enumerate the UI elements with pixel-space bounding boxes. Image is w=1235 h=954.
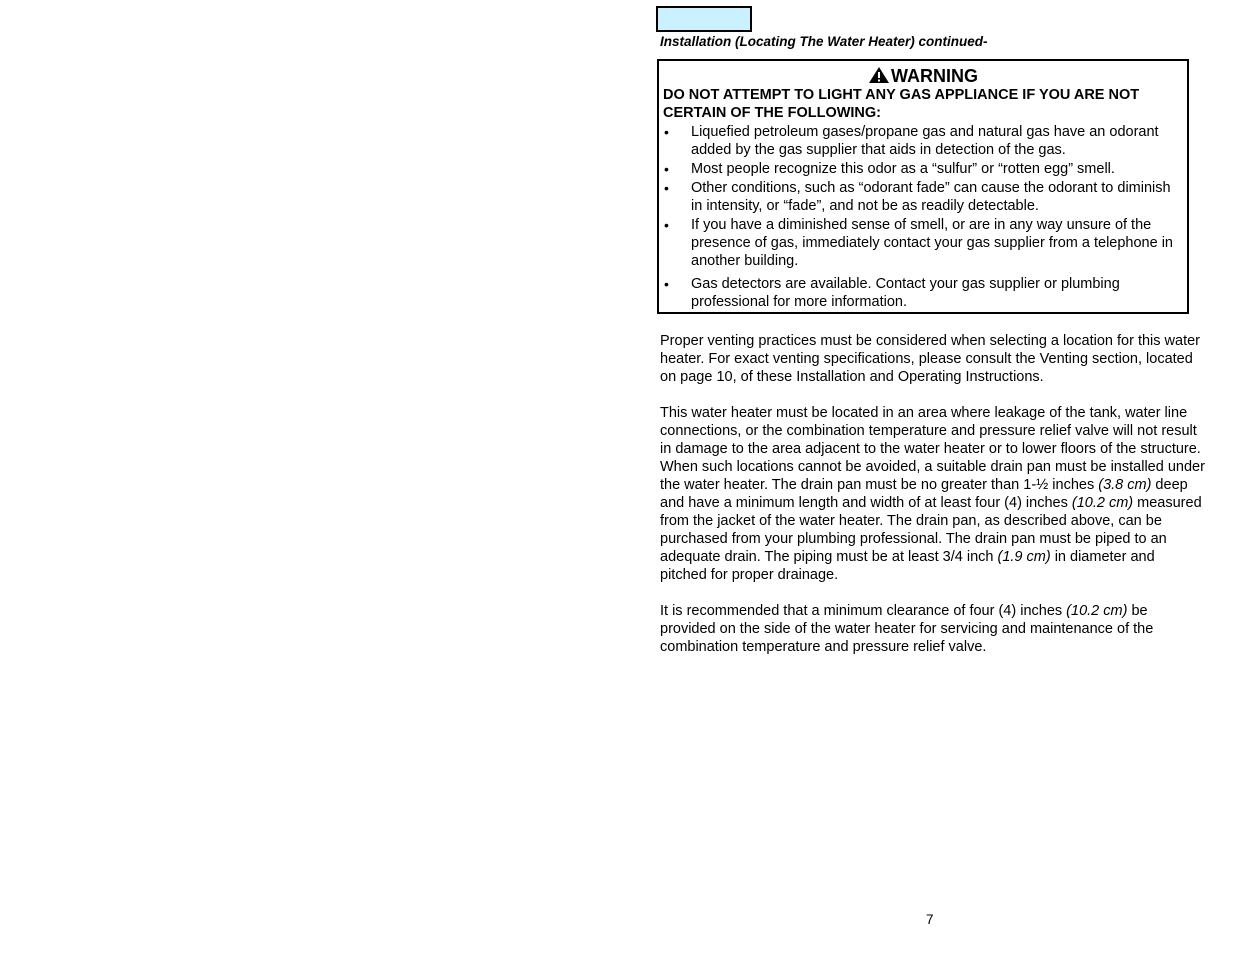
warning-lead: DO NOT ATTEMPT TO LIGHT ANY GAS APPLIANCE IF YOU ARE NOT CERTAIN OF THE FOLLOWING: [663, 87, 1140, 121]
drain-pan-paragraph [660, 404, 1205, 584]
clearance-text-1: It is recommended that a minimum clearance of four (4) inches [660, 603, 1067, 619]
list-item [659, 179, 1187, 215]
drain-pan-metric-3: (1.9 cm) [997, 549, 1051, 565]
bullet-icon: • [664, 217, 669, 233]
warning-title: WARNING [891, 66, 978, 86]
bullet-icon: • [664, 180, 669, 196]
drain-pan-text-2: deep and have a minimum length and width of at least four (4) inches [660, 477, 1188, 511]
bullet-icon: • [664, 124, 669, 140]
drain-pan-metric-1: (3.8 cm) [1098, 477, 1152, 493]
bullet-text: Other conditions, such as “odorant fade” can cause the odorant to diminish in intensity, or “fade”, and not be as readily detectable. [691, 180, 1171, 214]
clearance-paragraph [660, 602, 1205, 656]
drain-pan-text-1: This water heater must be located in an area where leakage of the tank, water line connections, or the combination temperature and pressure relief valve will not result in damage to the area adjacent to the water heater or to lower floors of the structure. When such locations cannot be avoided, a suitable drain pan must be installed under the water heater. The drain pan must be no greater than 1-½ inches [660, 405, 1205, 493]
bullet-icon: • [664, 276, 669, 292]
warning-box [657, 59, 1189, 314]
venting-paragraph: Proper venting practices must be considered when selecting a location for this water heater. For exact venting specifications, please consult the Venting section, located on page 10, of these Installation and Operating Instructions. [660, 333, 1201, 385]
drain-pan-text-3: measured from the jacket of the water heater. The drain pan, as described above, can be purchased from your plumbing professional. The drain pan must be piped to an adequate drain. The piping must be at least 3/4 inch [660, 495, 1202, 565]
list-item [659, 160, 1187, 178]
list-item [659, 123, 1187, 159]
section-heading: Installation (Locating The Water Heater) continued- [660, 34, 988, 49]
bullet-text: If you have a diminished sense of smell, or are in any way unsure of the presence of gas, immediately contact your gas supplier from a telephone in another building. [691, 217, 1173, 269]
bullet-text: Liquefied petroleum gases/propane gas and natural gas have an odorant added by the gas supplier that aids in detection of the gas. [691, 124, 1159, 158]
clearance-metric: (10.2 cm) [1066, 603, 1128, 619]
list-item [659, 275, 1187, 311]
clearance-text-2: be provided on the side of the water heater for servicing and maintenance of the combination temperature and pressure relief valve. [660, 603, 1154, 655]
page-number: 7 [926, 912, 934, 927]
drain-pan-metric-2: (10.2 cm) [1071, 495, 1134, 511]
list-item [659, 216, 1187, 270]
section-tab-marker [656, 6, 752, 32]
bullet-icon: • [664, 161, 669, 177]
drain-pan-text-4: in diameter and pitched for proper drainage. [660, 549, 1155, 583]
bullet-text: Most people recognize this odor as a “sulfur” or “rotten egg” smell. [691, 161, 1115, 177]
bullet-text: Gas detectors are available. Contact your gas supplier or plumbing professional for more information. [691, 276, 1120, 310]
